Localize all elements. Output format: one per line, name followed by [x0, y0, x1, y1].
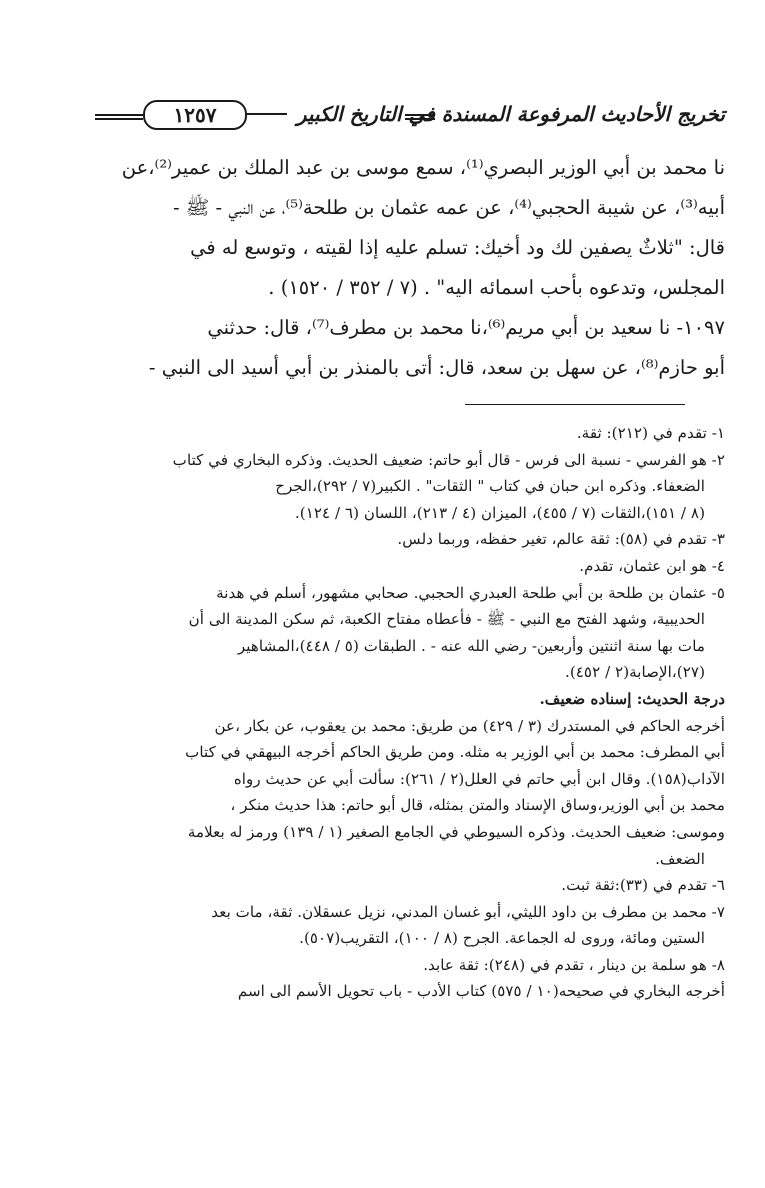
header-rule-right	[405, 114, 435, 120]
footnote-line: ١- تقدم في (٢١٢): ثقة.	[576, 424, 725, 442]
page-number-frame	[143, 100, 247, 130]
header-rule-left	[95, 114, 143, 120]
page-number: ١٢٥٧	[173, 103, 217, 127]
footnote-line: الضعفاء. وذكره ابن حبان في كتاب " الثقات" . الكبير(٧ / ٢٩٢)،الجرح	[275, 477, 705, 496]
footnote-divider	[465, 404, 685, 405]
main-line: أبو حازم⁽⁸⁾، عن سهل بن سعد، قال: أتى بالمنذر بن أبي أسيد الى النبي -	[148, 356, 725, 379]
main-text	[43, 148, 725, 388]
footnote-line: (٨ / ١٥١)،الثقات (٧ / ٤٥٥)، الميزان (٤ / ٢١٣)، اللسان (٦ / ١٢٤).	[294, 503, 705, 522]
footnotes	[43, 420, 725, 1005]
footnote-line: مات بها سنة اثنتين وأربعين- رضي الله عنه - . الطبقات (٥ / ٤٤٨)،المشاهير	[237, 636, 705, 655]
main-line: المجلس، وتدعوه بأحب اسمائه اليه" . (٧ / ٣٥٢ / ١٥٢٠) .	[268, 276, 725, 299]
footnote-line: أبي المطرف: محمد بن أبي الوزير به مثله. ومن طريق الحاكم أخرجه البيهقي في كتاب	[185, 743, 725, 762]
main-line: ١٠٩٧- نا سعيد بن أبي مريم⁽⁶⁾،نا محمد بن مطرف⁽⁷⁾، قال: حدثني	[207, 316, 725, 339]
footnote-line: أخرجه البخاري في صحيحه(١٠ / ٥٧٥) كتاب الأدب - باب تحويل الأسم الى اسم	[237, 982, 725, 1001]
main-line: أبيه⁽³⁾، عن شيبة الحجبي⁽⁴⁾، عن عمه عثمان بن طلحة⁽⁵⁾، عن النبي - ﷺ -	[172, 196, 725, 219]
footnote-line: ٨- هو سلمة بن دينار ، تقدم في (٢٤٨): ثقة عابد.	[423, 955, 725, 974]
book-title: تخريج الأحاديث المرفوعة المسندة في التاريخ الكبير	[296, 102, 725, 126]
footnote-line: درجة الحديث: إسناده ضعيف.	[539, 689, 725, 708]
footnote-line: ٢- هو الفرسي - نسبة الى فرس - قال أبو حاتم: ضعيف الحديث. وذكره البخاري في كتاب	[172, 450, 725, 469]
footnote-line: محمد بن أبي الوزير،وساق الإسناد والمتن بمثله، قال أبو حاتم: هذا حديث منكر ،	[230, 796, 725, 815]
running-header	[95, 98, 725, 132]
footnote-line: ٧- محمد بن مطرف بن داود الليثي، أبو غسان المدني، نزيل عسقلان. ثقة، مات بعد	[211, 902, 725, 921]
footnote-line: الحديبية، وشهد الفتح مع النبي - ﷺ - فأعطاه مفتاح الكعبة، ثم سكن المدينة الى أن	[188, 610, 705, 629]
footnote-line: الضعف.	[655, 849, 705, 868]
main-line: نا محمد بن أبي الوزير البصري⁽¹⁾، سمع موسى بن عبد الملك بن عمير⁽²⁾،عن	[121, 156, 725, 179]
footnote-line: أخرجه الحاكم في المستدرك (٣ / ٤٢٩) من طريق: محمد بن يعقوب، عن بكار ،عن	[214, 716, 725, 735]
footnote-line: (٢٧)،الإصابة(٢ / ٤٥٢).	[565, 663, 705, 682]
footnote-line: ٦- تقدم في (٣٣):ثقة ثبت.	[561, 876, 725, 895]
footnote-line: ٣- تقدم في (٥٨): ثقة عالم، تغير حفظه، وربما دلس.	[397, 530, 725, 549]
footnote-line: ٥- عثمان بن طلحة بن أبي طلحة العبدري الحجبي. صحابي مشهور، أسلم في هدنة	[216, 583, 725, 602]
footnote-line: الآداب(١٥٨). وقال ابن أبي حاتم في العلل(٢ / ٢٦١): سألت أبي عن حديث رواه	[233, 769, 725, 788]
footnote-line: ٤- هو ابن عثمان، تقدم.	[579, 556, 725, 575]
footnote-line: وموسى: ضعيف الحديث. وذكره السيوطي في الجامع الصغير (١ / ١٣٩) ورمز له بعلامة	[187, 822, 725, 841]
main-line: قال: "ثلاثٌ يصفين لك ود أخيك: تسلم عليه إذا لقيته ، وتوسع له في	[190, 236, 725, 259]
footnote-line: الستين ومائة، وروى له الجماعة. الجرح (٨ / ١٠٠)، التقريب(٥٠٧).	[299, 929, 705, 948]
